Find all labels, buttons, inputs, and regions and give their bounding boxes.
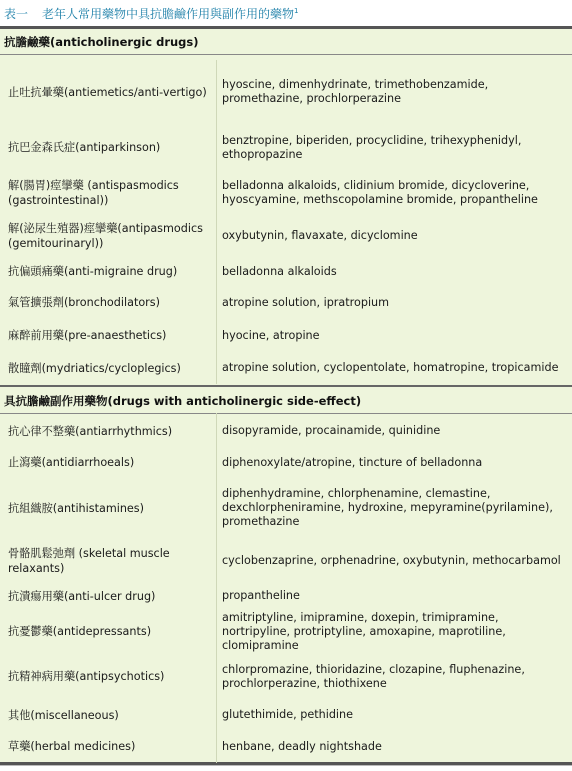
drug-list — [222, 60, 564, 124]
drug-list — [222, 653, 564, 700]
drug-category-label: 其他(miscellaneous) — [8, 708, 119, 722]
drug-list — [222, 476, 564, 540]
drug-category-label: 草藥(herbal medicines) — [8, 740, 136, 753]
column-divider — [216, 60, 217, 384]
drug-category-label: 抗憂鬱藥(antidepressants) — [8, 625, 152, 638]
column-divider — [216, 413, 217, 763]
drug-category-label: 骨骼肌鬆弛劑 (skeletal muscle relaxants) — [8, 547, 170, 575]
table-row — [0, 60, 572, 124]
table-row — [0, 540, 572, 582]
drug-category-label: 抗精神病用藥(antipsychotics) — [8, 670, 165, 683]
drug-list — [222, 582, 564, 610]
table-number: 表一 — [4, 7, 29, 21]
table-row — [0, 730, 572, 763]
drug-category-label: 抗潰瘍用藥(anti-ulcer drug) — [8, 589, 156, 603]
drug-category-label: 止吐抗暈藥(antiemetics/anti-vertigo) — [8, 85, 207, 99]
drug-list-text: chlorpromazine, thioridazine, clozapine, fluphenazine, prochlorperazine, thiothixene — [222, 662, 525, 690]
table-row — [0, 171, 572, 214]
table-row — [0, 124, 572, 171]
drug-list-text: oxybutynin, flavaxate, dicyclomine — [222, 228, 418, 242]
drug-list-text: atropine solution, ipratropium — [222, 295, 390, 309]
drug-category — [8, 449, 213, 476]
drug-category — [8, 540, 213, 582]
drug-category — [8, 257, 213, 286]
table-caption — [4, 2, 299, 26]
table-row — [0, 214, 572, 257]
table-row — [0, 476, 572, 540]
section-header: 具抗膽鹼副作用藥物(drugs with anticholinergic side-effect) — [4, 394, 362, 408]
drug-category — [8, 286, 213, 319]
drug-category — [8, 319, 213, 352]
drug-list-text: belladonna alkaloids — [222, 264, 337, 278]
drug-list-text: diphenoxylate/atropine, tincture of belladonna — [222, 455, 483, 469]
drug-category-label: 麻醉前用藥(pre-anaesthetics) — [8, 329, 167, 342]
drug-list — [222, 700, 564, 730]
drug-category — [8, 214, 213, 257]
drug-category-label: 抗心律不整藥(antiarrhythmics) — [8, 424, 173, 438]
table-row — [0, 653, 572, 700]
drug-list-text: henbane, deadly nightshade — [222, 739, 382, 753]
drug-list-text: propantheline — [222, 589, 300, 602]
drug-category — [8, 60, 213, 124]
table-row — [0, 319, 572, 352]
drug-list — [222, 257, 564, 286]
drug-category — [8, 413, 213, 449]
drug-list-text: disopyramide, procainamide, quinidine — [222, 424, 441, 437]
drug-list-text: belladonna alkaloids, clidinium bromide, dicycloverine, hyoscyamine, methscopolamine bromide, propantheline — [222, 178, 538, 206]
section-header-divider — [0, 54, 572, 55]
drug-list-text: diphenhydramine, chlorphenamine, clemastine, dexchlorpheniramine, hydroxine, mepyramine(pyrilamine), promethazine — [222, 487, 553, 528]
drug-category — [8, 352, 213, 384]
table-row — [0, 449, 572, 476]
table-row — [0, 582, 572, 610]
drug-category-label: 抗巴金森氏症(antiparkinson) — [8, 141, 161, 154]
table-row — [0, 352, 572, 384]
drug-list-text: atropine solution, cyclopentolate, homatropine, tropicamide — [222, 361, 559, 374]
section-divider — [0, 385, 572, 387]
drug-category-label: 解(腸胃)痙攣藥 (antispasmodics (gastrointestinal)) — [8, 178, 179, 207]
drug-list-text: benztropine, biperiden, procyclidine, trihexyphenidyl, ethopropazine — [222, 133, 522, 161]
drug-category-label: 止瀉藥(antidiarrhoeals) — [8, 456, 135, 469]
drug-category-label: 抗組織胺(antihistamines) — [8, 501, 144, 515]
footnote-marker: 1 — [294, 7, 299, 15]
table-row — [0, 610, 572, 653]
drug-list — [222, 171, 564, 214]
drug-category-label: 抗偏頭痛藥(anti-migraine drug) — [8, 265, 178, 278]
table-row — [0, 413, 572, 449]
drug-category — [8, 700, 213, 730]
drug-category — [8, 730, 213, 763]
drug-list-text: hyoscine, dimenhydrinate, trimethobenzamide, promethazine, prochlorperazine — [222, 78, 489, 105]
drug-list — [222, 352, 564, 384]
drug-list — [222, 214, 564, 257]
drug-category-label: 氣管擴張劑(bronchodilators) — [8, 296, 160, 309]
drug-list-text: hyocine, atropine — [222, 328, 320, 342]
drug-list-text: cyclobenzaprine, orphenadrine, oxybutynin, methocarbamol — [222, 554, 561, 567]
drug-list — [222, 124, 564, 171]
section-header: 抗膽鹼藥(anticholinergic drugs) — [4, 35, 199, 49]
drug-list — [222, 730, 564, 763]
drug-category — [8, 610, 213, 653]
bottom-divider — [0, 765, 572, 766]
drug-list — [222, 286, 564, 319]
table-row — [0, 700, 572, 730]
drug-category — [8, 171, 213, 214]
drug-list — [222, 540, 564, 582]
table-title: 老年人常用藥物中具抗膽鹼作用與副作用的藥物 — [42, 7, 295, 21]
drug-category — [8, 476, 213, 540]
drug-list — [222, 610, 564, 653]
drug-list — [222, 319, 564, 352]
table-row — [0, 257, 572, 286]
drug-list — [222, 449, 564, 476]
drug-category — [8, 582, 213, 610]
drug-category — [8, 653, 213, 700]
drug-category-label: 解(泌尿生殖器)痙攣藥(antipasmodics (gemitourinaryl)) — [8, 221, 203, 250]
drug-list-text: amitriptyline, imipramine, doxepin, trimipramine, nortripyline, protriptyline, amoxapine, maprotiline, clomipramine — [222, 610, 506, 652]
drug-list-text: glutethimide, pethidine — [222, 708, 354, 721]
drug-list — [222, 413, 564, 449]
drug-category-label: 散瞳劑(mydriatics/cycloplegics) — [8, 361, 181, 375]
drug-category — [8, 124, 213, 171]
table-row — [0, 286, 572, 319]
